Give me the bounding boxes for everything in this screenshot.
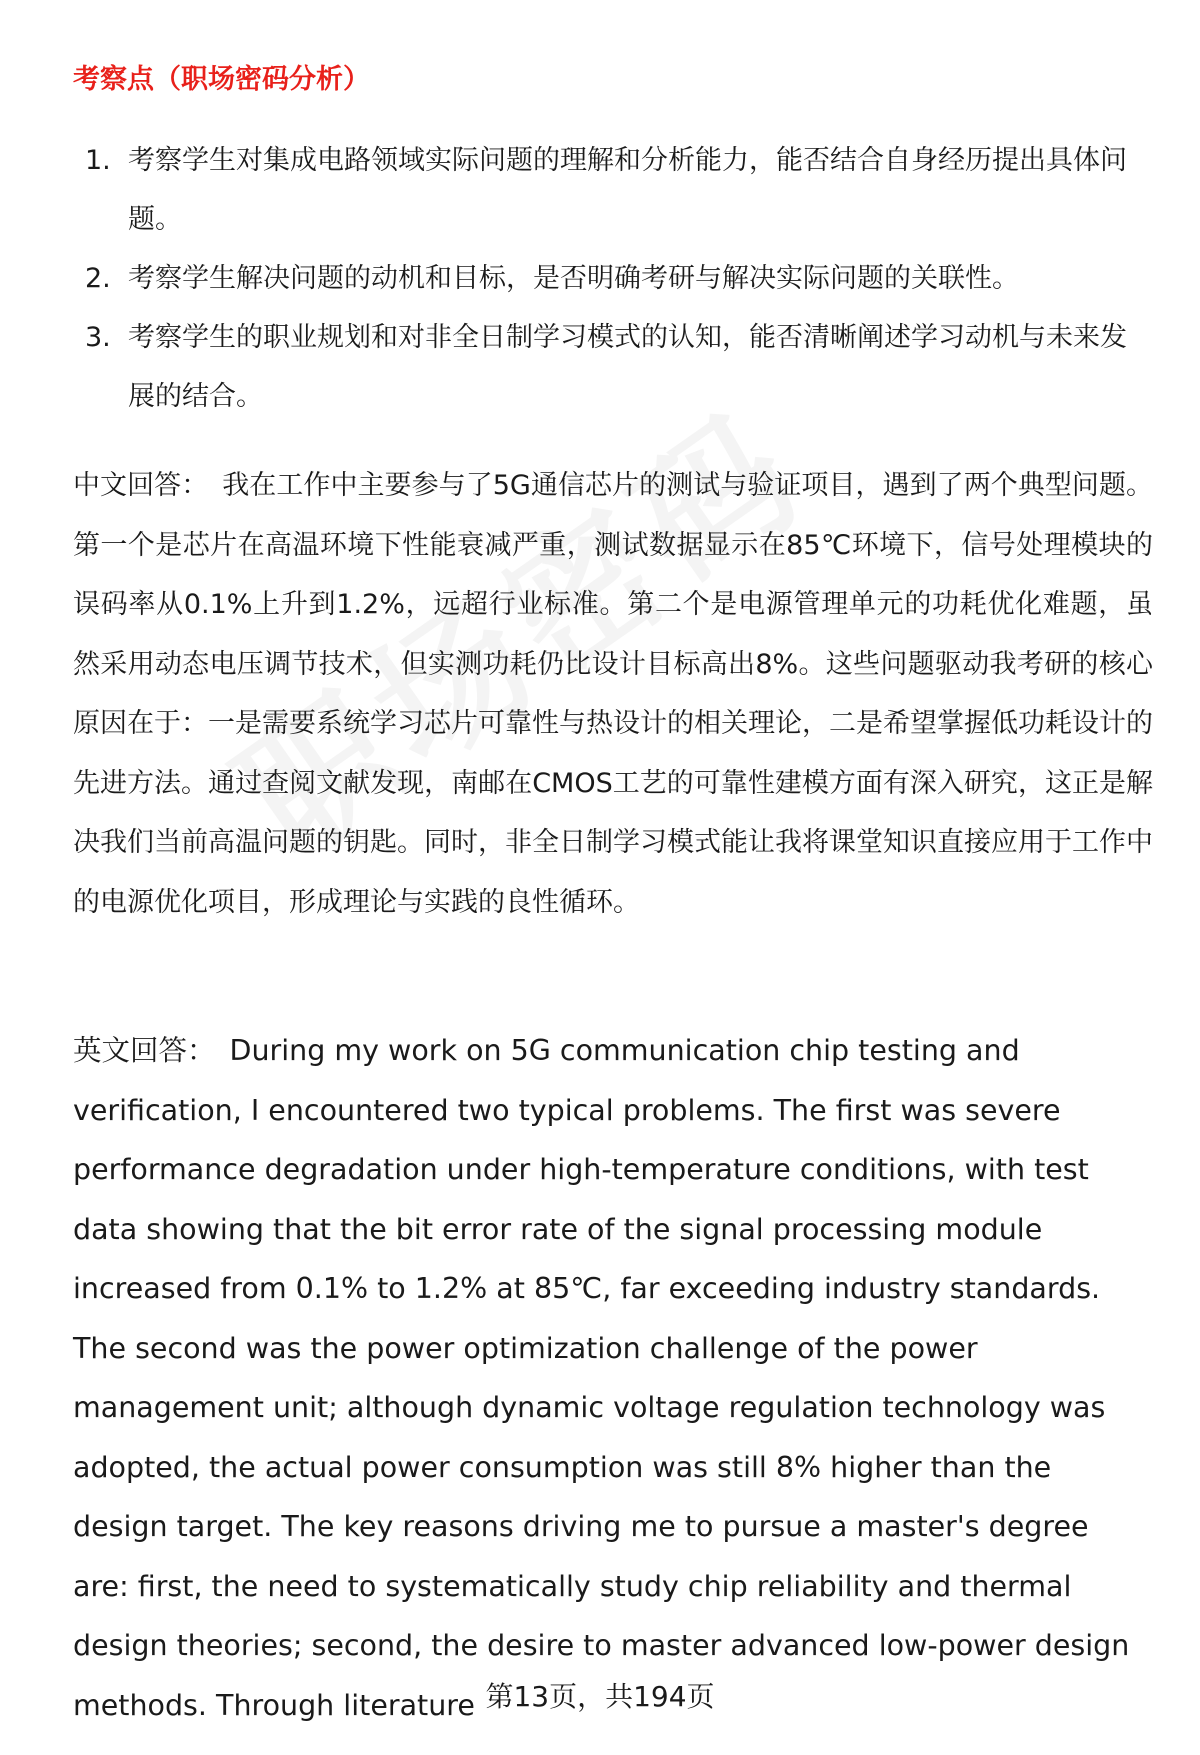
english-answer-text: During my work on 5G communication chip testing and verification, I encountered two typical problems. The first was severe performance degradation under high-temperature conditions, with test data showing that the bit error rate of the signal processing module increased from 0.1% to 1.2% at 85℃, far exceeding industry standards. The second was the power optimization challenge of the power management unit; although dynamic voltage regulation technology was adopted, the actual power consumption was still 8% higher than the design target. The key reasons driving me to pursue a master's degree are: first, the need to systematically study chip reliability and thermal design theories; second, the desire to master advanced low-power design methods. Through literature (73, 1034, 1130, 1722)
list-item-text: 考察学生的职业规划和对非全日制学习模式的认知，能否清晰阐述学习动机与未来发展的结合。 (128, 322, 1127, 412)
chinese-answer-paragraph (73, 456, 1153, 932)
list-item-text: 考察学生对集成电路领域实际问题的理解和分析能力，能否结合自身经历提出具体问题。 (128, 145, 1127, 235)
list-item-number: 1. (85, 145, 111, 176)
list-item-text: 考察学生解决问题的动机和目标，是否明确考研与解决实际问题的关联性。 (128, 263, 1019, 294)
chinese-answer-label: 中文回答： (73, 470, 209, 501)
chinese-answer-text: 我在工作中主要参与了5G通信芯片的测试与验证项目，遇到了两个典型问题。第一个是芯片在高温环境下性能衰减严重，测试数据显示在85℃环境下，信号处理模块的误码率从0.1%上升到1.2%，远超行业标准。第二个是电源管理单元的功耗优化难题，虽然采用动态电压调节技术，但实测功耗仍比设计目标高出8%。这些问题驱动我考研的核心原因在于：一是需要系统学习芯片可靠性与热设计的相关理论，二是希望掌握低功耗设计的先进方法。通过查阅文献发现，南邮在CMOS工艺的可靠性建模方面有深入研究，这正是解决我们当前高温问题的钥匙。同时，非全日制学习模式能让我将课堂知识直接应用于工作中的电源优化项目，形成理论与实践的良性循环。 (73, 470, 1153, 918)
list-item (73, 131, 1153, 249)
section-heading: 考察点（职场密码分析） (73, 64, 370, 95)
list-item-number: 2. (85, 263, 111, 294)
english-answer-paragraph (73, 1021, 1153, 1735)
list-item (73, 249, 1153, 308)
list-item (73, 308, 1153, 426)
assessment-points-list (73, 131, 1153, 426)
list-item-number: 3. (85, 322, 111, 353)
english-answer-label: 英文回答： (73, 1034, 216, 1067)
page-number-footer: 第13页，共194页 (485, 1680, 715, 1713)
